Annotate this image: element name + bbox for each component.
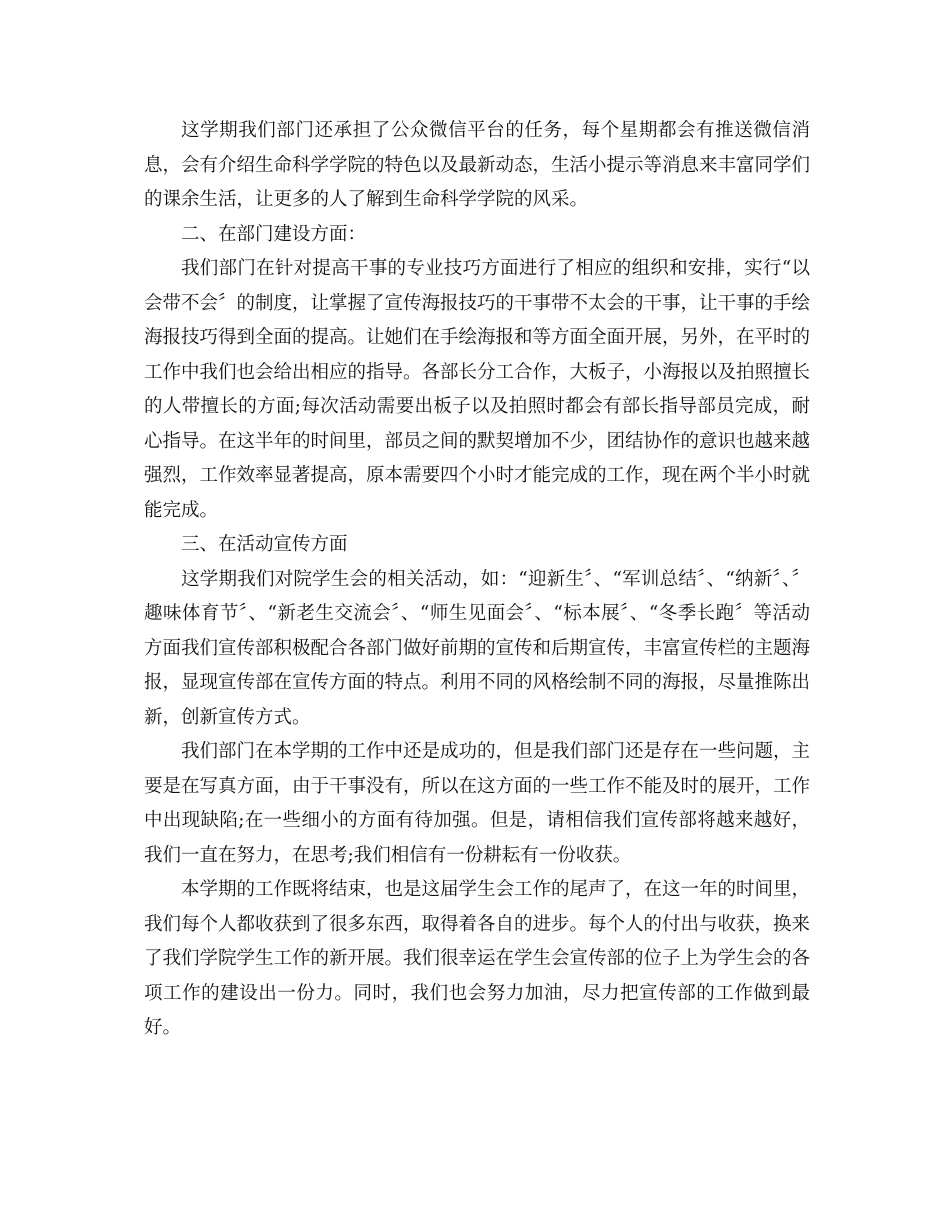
document-page <box>144 114 810 1046</box>
paragraph-conclusion: 本学期的工作既将结束，也是这届学生会工作的尾声了，在这一年的时间里，我们每个人都收获到了很多东西，取得着各自的进步。每个人的付出与收获，换来了我们学院学生工作的新开展。我们很幸运在学生会宣传部的位子上为学生会的各项工作的建设出一份力。同时，我们也会努力加油，尽力把宣传部的工作做到最好。 <box>144 879 811 1038</box>
paragraph-wechat-platform: 这学期我们部门还承担了公众微信平台的任务，每个星期都会有推送微信消息，会有介绍生命科学学院的特色以及最新动态，生活小提示等消息来丰富同学们的课余生活，让更多的人了解到生命科学学院的风采。 <box>144 120 811 210</box>
paragraph-problems: 我们部门在本学期的工作中还是成功的，但是我们部门还是存在一些问题，主要是在写真方面，由于干事没有，所以在这方面的一些工作不能及时的展开，工作中出现缺陷;在一些细小的方面有待加强。但是，请相信我们宣传部将越来越好，我们一直在努力，在思考;我们相信有一份耕耘有一份收获。 <box>144 741 811 866</box>
paragraph-activity-promotion: 这学期我们对院学生会的相关活动，如：“迎新生〞、“军训总结〞、“纳新〞、〞趣味体育节〞、“新老生交流会〞、“师生见面会〞、“标本展〞、“冬季长跑〞等活动方面我们宣传部积极配合各部门做好前期的宣传和后期宣传，丰富宣传栏的主题海报，显现宣传部在宣传方面的特点。利用不同的风格绘制不同的海报，尽量推陈出新，创新宣传方式。 <box>144 568 811 728</box>
section-heading-activity-promotion: 三、在活动宣传方面 <box>181 534 348 555</box>
paragraph-department-building: 我们部门在针对提高干事的专业技巧方面进行了相应的组织和安排，实行“以会带不会〞的制度，让掌握了宣传海报技巧的干事带不太会的干事，让干事的手绘海报技巧得到全面的提高。让她们在手绘海报和等方面全面开展，另外，在平时的工作中我们也会给出相应的指导。各部长分工合作，大板子，小海报以及拍照擅长的人带擅长的方面;每次活动需要出板子以及拍照时都会有部长指导部员完成，耐心指导。在这半年的时间里，部员之间的默契增加不少，团结协作的意识也越来越强烈，工作效率显著提高，原本需要四个小时才能完成的工作，现在两个半小时就能完成。 <box>144 258 811 521</box>
section-heading-department-building: 二、在部门建设方面： <box>181 223 367 245</box>
